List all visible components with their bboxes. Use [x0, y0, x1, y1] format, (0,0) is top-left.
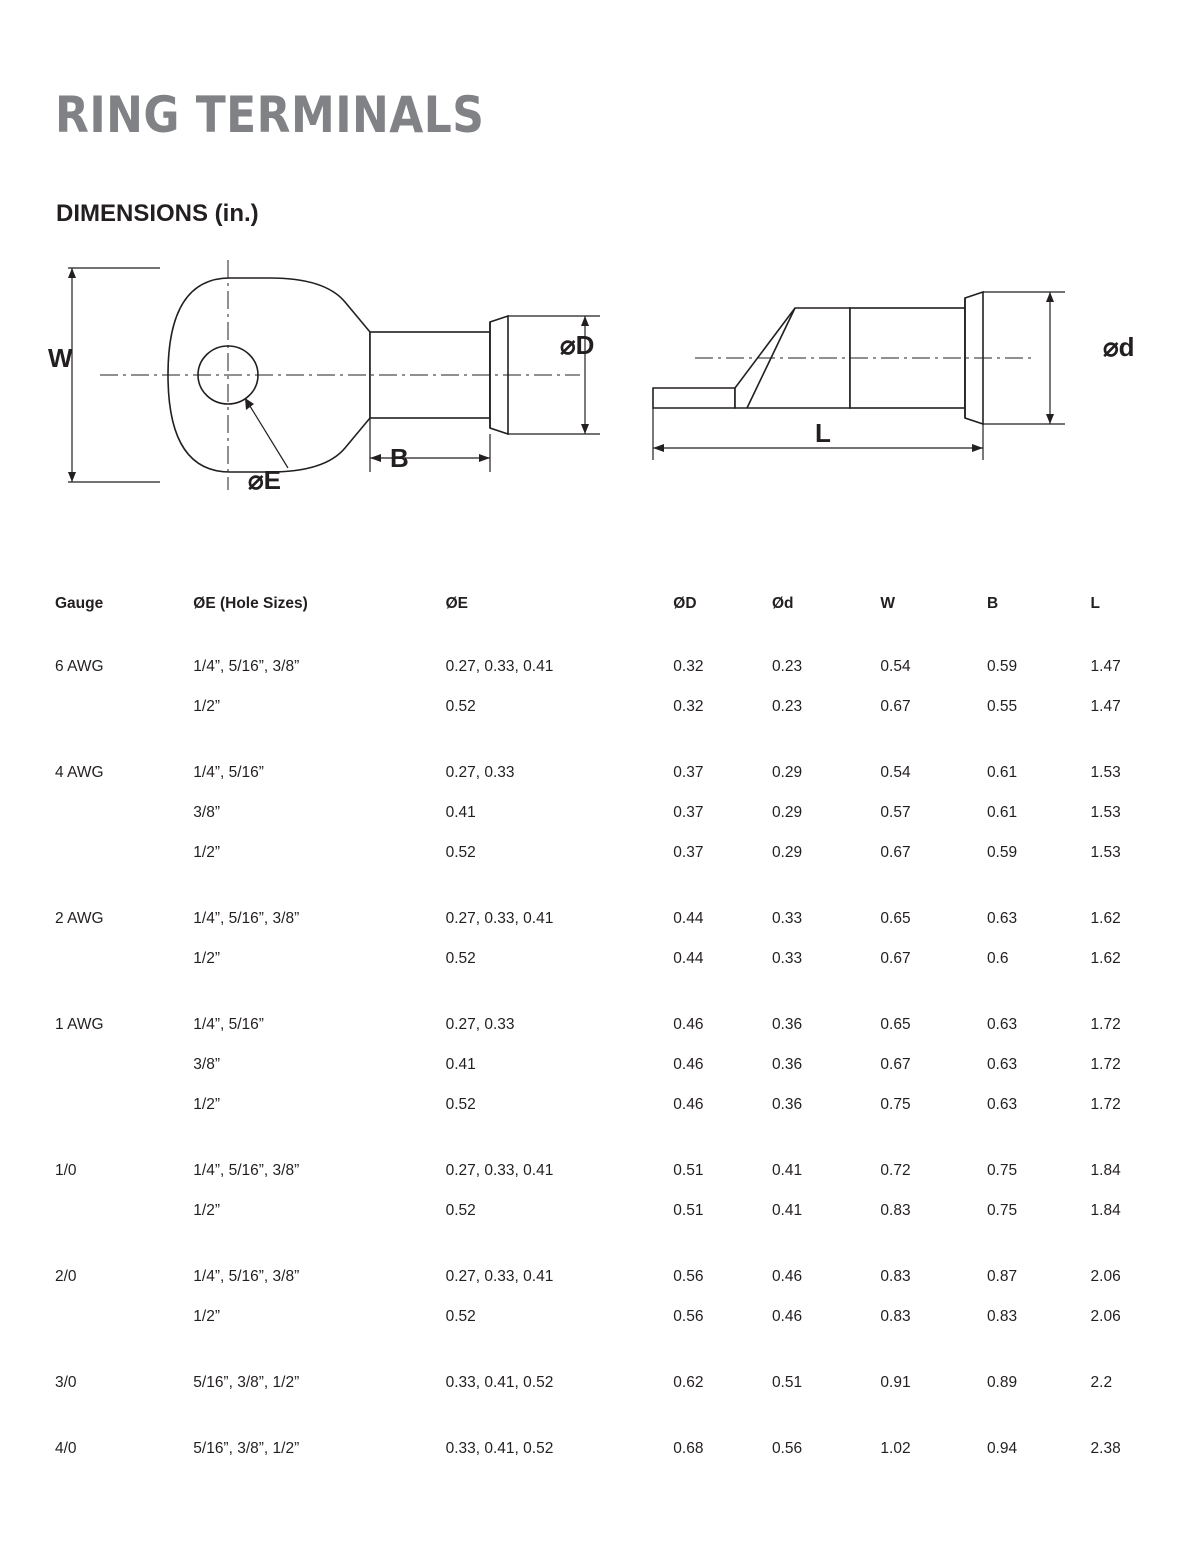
cell-d-small: 0.29 [771, 844, 803, 861]
ring-terminal-top-view-drawing [40, 250, 700, 510]
cell-hole-sizes: 1/4”, 5/16” [193, 1016, 264, 1033]
dimension-label-l: L [815, 418, 831, 448]
cell-gauge: 4 AWG [55, 764, 104, 781]
cell-hole-sizes: 1/4”, 5/16”, 3/8” [193, 910, 300, 927]
cell-gauge [55, 1045, 193, 1085]
table-row [55, 753, 1150, 793]
cell-hole-sizes: 1/2” [193, 1202, 220, 1219]
cell-d-small: 0.46 [771, 1268, 803, 1285]
cell-w: 0.75 [880, 1096, 911, 1113]
cell-l: 1.72 [1090, 1096, 1121, 1113]
cell-w: 0.72 [880, 1162, 911, 1179]
cell-w: 0.67 [880, 1056, 911, 1073]
cell-hole-sizes: 5/16”, 3/8”, 1/2” [193, 1440, 300, 1457]
cell-l: 1.47 [1090, 698, 1121, 715]
cell-d-big: 0.44 [673, 910, 704, 927]
spacer-cell [55, 1337, 1150, 1363]
cell-d-small: 0.23 [771, 698, 803, 715]
cell-e: 0.33, 0.41, 0.52 [445, 1440, 554, 1457]
cell-b: 0.61 [986, 764, 1018, 781]
cell-w: 0.67 [880, 844, 911, 861]
cell-hole-sizes: 1/4”, 5/16” [193, 764, 264, 781]
dimension-label-d-small: ⌀d [1103, 332, 1135, 362]
dimension-label-e: ⌀E [248, 465, 281, 495]
table-row [55, 1045, 1150, 1085]
spacer-cell [55, 1231, 1150, 1257]
cell-w: 0.83 [880, 1202, 911, 1219]
cell-l: 1.53 [1090, 764, 1121, 781]
cell-hole-sizes: 3/8” [193, 804, 220, 821]
cell-l: 1.72 [1090, 1016, 1121, 1033]
column-header-holes: ØE (Hole Sizes) [193, 595, 308, 612]
cell-d-big: 0.46 [673, 1056, 704, 1073]
dimension-label-d-big: ⌀D [560, 330, 595, 360]
cell-d-small: 0.46 [771, 1308, 803, 1325]
table-row [55, 1005, 1150, 1045]
cell-b: 0.63 [986, 1056, 1018, 1073]
cell-b: 0.83 [986, 1308, 1018, 1325]
cell-hole-sizes: 1/4”, 5/16”, 3/8” [193, 1268, 300, 1285]
cell-l: 1.47 [1090, 658, 1121, 675]
table-body [55, 647, 1150, 1469]
cell-w: 0.91 [880, 1374, 911, 1391]
cell-d-big: 0.37 [673, 804, 704, 821]
cell-gauge: 1/0 [55, 1162, 77, 1179]
cell-l: 2.06 [1090, 1308, 1121, 1325]
cell-gauge: 4/0 [55, 1440, 77, 1457]
cell-d-big: 0.51 [673, 1202, 704, 1219]
table-group-gap [55, 1337, 1150, 1363]
table-group-gap [55, 873, 1150, 899]
table-row [55, 939, 1150, 979]
cell-hole-sizes: 1/2” [193, 1096, 220, 1113]
table-row [55, 687, 1150, 727]
dimensions-table [55, 595, 1150, 1469]
cell-l: 1.84 [1090, 1162, 1121, 1179]
dimensions-table-wrap [55, 595, 1155, 1469]
cell-hole-sizes: 1/4”, 5/16”, 3/8” [193, 1162, 300, 1179]
cell-w: 0.65 [880, 1016, 911, 1033]
table-row [55, 1297, 1150, 1337]
page-title: RING TERMINALS [55, 86, 485, 144]
cell-w: 1.02 [880, 1440, 911, 1457]
column-header-w: W [880, 595, 896, 612]
cell-e: 0.41 [445, 1056, 476, 1073]
column-header-l: L [1090, 595, 1100, 612]
cell-d-big: 0.68 [673, 1440, 704, 1457]
cell-e: 0.52 [445, 950, 476, 967]
spacer-cell [55, 1125, 1150, 1151]
cell-e: 0.27, 0.33, 0.41 [445, 1268, 554, 1285]
cell-b: 0.89 [986, 1374, 1018, 1391]
cell-e: 0.27, 0.33 [445, 1016, 515, 1033]
dimension-label-w: W [48, 343, 73, 373]
cell-d-small: 0.41 [771, 1202, 803, 1219]
table-row [55, 647, 1150, 687]
cell-l: 1.62 [1090, 910, 1121, 927]
cell-b: 0.59 [986, 844, 1018, 861]
cell-d-small: 0.33 [771, 950, 803, 967]
table-row [55, 793, 1150, 833]
table-group-gap [55, 1403, 1150, 1429]
cell-b: 0.63 [986, 1016, 1018, 1033]
cell-b: 0.75 [986, 1202, 1018, 1219]
cell-gauge [55, 793, 193, 833]
cell-d-big: 0.56 [673, 1268, 704, 1285]
table-row [55, 1191, 1150, 1231]
cell-d-big: 0.62 [673, 1374, 704, 1391]
table-row [55, 1257, 1150, 1297]
cell-l: 1.84 [1090, 1202, 1121, 1219]
cell-b: 0.63 [986, 1096, 1018, 1113]
cell-w: 0.54 [880, 764, 911, 781]
cell-e: 0.52 [445, 698, 476, 715]
column-header-e: ØE [445, 595, 468, 612]
cell-hole-sizes: 1/2” [193, 844, 220, 861]
cell-hole-sizes: 1/2” [193, 950, 220, 967]
cell-b: 0.87 [986, 1268, 1018, 1285]
cell-gauge [55, 1297, 193, 1337]
cell-d-small: 0.56 [771, 1440, 803, 1457]
cell-hole-sizes: 1/2” [193, 698, 220, 715]
section-title: DIMENSIONS (in.) [56, 200, 259, 227]
cell-b: 0.75 [986, 1162, 1018, 1179]
cell-gauge: 3/0 [55, 1374, 77, 1391]
cell-d-small: 0.33 [771, 910, 803, 927]
cell-d-big: 0.56 [673, 1308, 704, 1325]
cell-d-big: 0.32 [673, 658, 704, 675]
ring-terminal-side-view-drawing [635, 270, 1155, 490]
cell-d-small: 0.41 [771, 1162, 803, 1179]
table-row [55, 1429, 1150, 1469]
cell-e: 0.52 [445, 844, 476, 861]
cell-d-big: 0.44 [673, 950, 704, 967]
cell-gauge [55, 939, 193, 979]
column-header-d-big: ØD [673, 595, 697, 612]
cell-d-small: 0.29 [771, 804, 803, 821]
column-header-d-small: Ød [771, 595, 794, 612]
cell-w: 0.54 [880, 658, 911, 675]
cell-d-big: 0.37 [673, 844, 704, 861]
cell-l: 2.2 [1090, 1374, 1113, 1391]
table-group-gap [55, 979, 1150, 1005]
cell-d-big: 0.46 [673, 1096, 704, 1113]
cell-e: 0.27, 0.33 [445, 764, 515, 781]
cell-l: 1.72 [1090, 1056, 1121, 1073]
dimension-label-b: B [390, 443, 409, 473]
column-header-gauge: Gauge [55, 595, 104, 612]
table-row [55, 833, 1150, 873]
cell-l: 1.62 [1090, 950, 1121, 967]
cell-gauge [55, 1191, 193, 1231]
cell-hole-sizes: 1/4”, 5/16”, 3/8” [193, 658, 300, 675]
cell-d-small: 0.36 [771, 1016, 803, 1033]
cell-gauge [55, 833, 193, 873]
cell-l: 2.38 [1090, 1440, 1121, 1457]
column-header-b: B [986, 595, 999, 612]
cell-w: 0.67 [880, 698, 911, 715]
cell-hole-sizes: 5/16”, 3/8”, 1/2” [193, 1374, 300, 1391]
table-row [55, 1085, 1150, 1125]
table-group-gap [55, 1231, 1150, 1257]
cell-e: 0.41 [445, 804, 476, 821]
spacer-cell [55, 873, 1150, 899]
table-row [55, 899, 1150, 939]
cell-e: 0.27, 0.33, 0.41 [445, 910, 554, 927]
cell-w: 0.83 [880, 1268, 911, 1285]
cell-hole-sizes: 1/2” [193, 1308, 220, 1325]
cell-l: 1.53 [1090, 844, 1121, 861]
cell-e: 0.52 [445, 1202, 476, 1219]
cell-d-small: 0.36 [771, 1056, 803, 1073]
cell-d-small: 0.36 [771, 1096, 803, 1113]
cell-d-small: 0.23 [771, 658, 803, 675]
cell-b: 0.94 [986, 1440, 1018, 1457]
cell-gauge: 2 AWG [55, 910, 104, 927]
table-header-row [55, 595, 1150, 647]
cell-d-small: 0.29 [771, 764, 803, 781]
cell-d-big: 0.32 [673, 698, 704, 715]
cell-e: 0.27, 0.33, 0.41 [445, 658, 554, 675]
cell-w: 0.65 [880, 910, 911, 927]
cell-d-small: 0.51 [771, 1374, 803, 1391]
cell-l: 2.06 [1090, 1268, 1121, 1285]
cell-gauge: 6 AWG [55, 658, 104, 675]
table-group-gap [55, 1125, 1150, 1151]
cell-w: 0.67 [880, 950, 911, 967]
cell-e: 0.33, 0.41, 0.52 [445, 1374, 554, 1391]
dimension-diagrams [0, 250, 1200, 520]
cell-e: 0.52 [445, 1096, 476, 1113]
spacer-cell [55, 1403, 1150, 1429]
cell-d-big: 0.51 [673, 1162, 704, 1179]
cell-e: 0.27, 0.33, 0.41 [445, 1162, 554, 1179]
cell-gauge [55, 687, 193, 727]
cell-l: 1.53 [1090, 804, 1121, 821]
spacer-cell [55, 727, 1150, 753]
cell-gauge: 2/0 [55, 1268, 77, 1285]
cell-b: 0.61 [986, 804, 1018, 821]
cell-b: 0.59 [986, 658, 1018, 675]
spacer-cell [55, 979, 1150, 1005]
cell-e: 0.52 [445, 1308, 476, 1325]
cell-gauge [55, 1085, 193, 1125]
cell-b: 0.6 [986, 950, 1009, 967]
cell-d-big: 0.46 [673, 1016, 704, 1033]
cell-b: 0.63 [986, 910, 1018, 927]
cell-w: 0.57 [880, 804, 911, 821]
cell-hole-sizes: 3/8” [193, 1056, 220, 1073]
cell-w: 0.83 [880, 1308, 911, 1325]
cell-d-big: 0.37 [673, 764, 704, 781]
table-row [55, 1151, 1150, 1191]
table-group-gap [55, 727, 1150, 753]
table-row [55, 1363, 1150, 1403]
cell-b: 0.55 [986, 698, 1018, 715]
cell-gauge: 1 AWG [55, 1016, 104, 1033]
